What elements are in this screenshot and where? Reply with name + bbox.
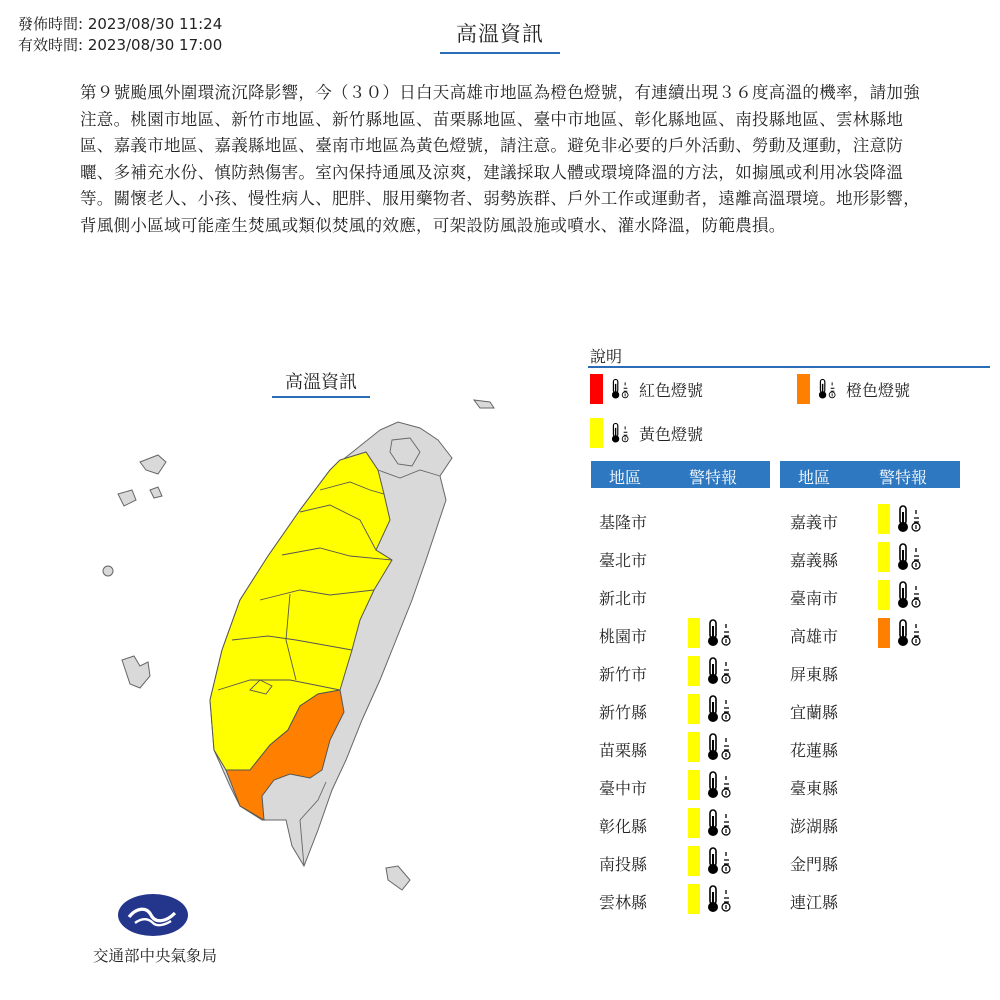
region-name: 臺中市 [599,779,648,798]
warning-indicator-yellow [878,504,928,534]
col-region-header: 地區 [798,468,831,487]
thermometer-icon [704,846,734,876]
thermometer-icon [704,884,734,914]
legend-orange [797,374,910,404]
issue-time: 發佈時間: 2023/08/30 11:24 [18,15,223,33]
warning-indicator-yellow [688,884,738,914]
region-name: 澎湖縣 [790,817,839,836]
yellow-swatch [878,542,890,572]
warning-indicator-yellow [688,618,738,648]
warning-indicator-orange [878,618,928,648]
timestamps [18,14,222,56]
col-warning-header: 警特報 [879,468,928,487]
yellow-swatch [688,846,700,876]
col-region-header: 地區 [609,468,642,487]
region-name: 嘉義縣 [790,551,839,570]
warning-description: 第９號颱風外圍環流沉降影響，今（３０）日白天高雄市地區為橙色燈號，有連續出現３６度高溫的機率，請加強注意。桃園市地區、新竹市地區、新竹縣地區、苗栗縣地區、臺中市地區、彰化縣地區、南投縣地區、雲林縣地區、嘉義市地區、嘉義縣地區、臺南市地區為黃色燈號，請注意。避免非必要的戶外活動、勞動及運動，注意防曬、多補充水份、慎防熱傷害。室內保持通風及涼爽，建議採取人體或環境降溫的方法，如搧風或利用冰袋降溫等。關懷老人、小孩、慢性病人、肥胖、服用藥物者、弱勢族群、戶外工作或運動者，遠離高溫環境。地形影響，背風側小區域可能產生焚風或類似焚風的效應，可架設防風設施或噴水、灌水降溫，防範農損。 [80,83,920,235]
region-name: 嘉義市 [790,513,839,532]
yellow-swatch [878,580,890,610]
island-kinmen [140,455,166,474]
legend-red [590,374,703,404]
island-small-3 [103,566,113,576]
legend-label-orange: 橙色燈號 [846,380,911,400]
yellow-swatch [688,884,700,914]
island-small-2 [150,487,162,498]
region-name: 高雄市 [790,627,839,646]
col-warning-header: 警特報 [689,468,738,487]
legend-title: 說明 [590,347,623,366]
region-name: 臺北市 [599,551,648,570]
island-lanyu [386,866,410,890]
yellow-swatch [688,618,700,648]
region-name: 南投縣 [599,855,648,874]
region-name: 苗栗縣 [599,741,648,760]
agency-name: 交通部中央氣象局 [92,947,217,965]
warning-indicator-yellow [878,580,928,610]
legend-divider [588,366,990,368]
region-name: 金門縣 [790,855,839,874]
yellow-swatch [590,418,603,448]
region-name: 新竹市 [599,665,648,684]
valid-time: 有效時間: 2023/08/30 17:00 [18,36,223,54]
warning-indicator-yellow [688,770,738,800]
legend-label-red: 紅色燈號 [639,380,704,400]
island-penghu [122,656,150,688]
thermometer-icon [894,542,924,572]
region-name: 桃園市 [599,627,648,646]
thermometer-icon [704,770,734,800]
taiwan-map [95,390,505,910]
table-header-left [591,461,770,488]
thermometer-icon [894,618,924,648]
warning-indicator-yellow [688,846,738,876]
warning-indicator-yellow [688,808,738,838]
thermometer-icon [894,580,924,610]
region-name: 新竹縣 [599,703,648,722]
yellow-swatch [688,770,700,800]
thermometer-icon [704,732,734,762]
cwb-logo [117,893,189,937]
red-swatch [590,374,603,404]
region-name: 臺南市 [790,589,839,608]
orange-swatch [878,618,890,648]
warning-indicator-yellow [688,732,738,762]
warning-indicator-yellow [688,656,738,686]
yellow-swatch [688,656,700,686]
region-name: 基隆市 [599,513,648,532]
legend-label-yellow: 黃色燈號 [639,424,704,444]
thermometer-icon [609,374,631,404]
region-name: 宜蘭縣 [790,703,839,722]
page-title: 高溫資訊 [440,18,560,54]
map-title: 高溫資訊 [272,368,370,398]
thermometer-icon [704,694,734,724]
thermometer-icon [609,418,631,448]
region-name: 臺東縣 [790,779,839,798]
warning-indicator-yellow [878,542,928,572]
orange-swatch [797,374,810,404]
island-small-1 [118,490,136,506]
region-name: 雲林縣 [599,893,648,912]
thermometer-icon [704,656,734,686]
yellow-swatch [878,504,890,534]
legend-yellow [590,418,703,448]
region-name: 新北市 [599,589,648,608]
region-name: 彰化縣 [599,817,648,836]
thermometer-icon [894,504,924,534]
table-header-right [780,461,960,488]
region-name: 花蓮縣 [790,741,839,760]
thermometer-icon [704,808,734,838]
region-name: 連江縣 [790,893,839,912]
yellow-swatch [688,732,700,762]
thermometer-icon [704,618,734,648]
island-north [474,400,494,408]
warning-indicator-yellow [688,694,738,724]
yellow-swatch [688,808,700,838]
yellow-swatch [688,694,700,724]
thermometer-icon [816,374,838,404]
region-name: 屏東縣 [790,665,839,684]
